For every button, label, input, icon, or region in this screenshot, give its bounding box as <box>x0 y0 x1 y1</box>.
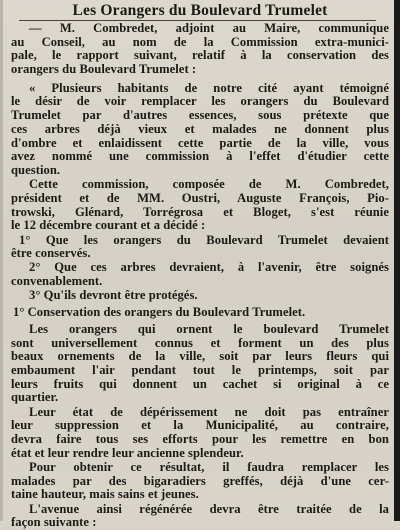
text-line: pale, le rapport suivant, relatif à la conservation des <box>11 48 389 63</box>
text-line: ces arbres déjà vieux et malades ne donnent plus <box>11 121 389 136</box>
article-body <box>3 22 395 530</box>
text-line: quartier. <box>11 390 59 405</box>
text-line: malades par des bigaradiers greffés, déjà d'une cer- <box>11 473 389 488</box>
text-line: le 12 décembre courant et a décidé : <box>11 218 206 233</box>
text-line: état et leur rendre leur ancienne splendeur. <box>11 445 244 460</box>
text-line: convenablement. <box>11 274 103 289</box>
text-line: orangers du Boulevard Trumelet : <box>11 62 197 77</box>
text-line: Leur état de dépérissement ne doit pas entraîner <box>29 404 389 419</box>
text-line: leurs fruits qui donnent un cachet si original à ce <box>11 376 389 391</box>
text-line: le désir de voir remplacer les orangers du Boulevard <box>11 94 389 109</box>
text-line: Cette commission, composée de M. Combredet, <box>29 177 389 192</box>
text-line: Trumelet par d'autres essences, sous prétexte que <box>11 108 389 123</box>
text-line: 1° Conservation des orangers du Boulevard Trumelet. <box>13 305 306 320</box>
text-line: trowski, Glénard, Torrégrosa et Bloget, s'est réunie <box>11 204 389 219</box>
text-line: sont universellement connus et forment un des plus <box>11 335 389 350</box>
text-line: être conservés. <box>11 246 91 261</box>
text-line: 2° Que ces arbres devraient, à l'avenir, être soignés <box>29 260 389 275</box>
text-line: leur suppression et la Municipalité, au contraire, <box>11 418 389 433</box>
text-line: président et de MM. Oustri, Auguste François, Pio- <box>11 190 389 205</box>
article-title: Les Orangers du Boulevard Trumelet <box>72 2 328 19</box>
text-line: question. <box>11 162 61 177</box>
text-line: embaument l'air pendant tout le printemps, soit par <box>11 362 389 377</box>
text-line: L'avenue ainsi régénérée devra être traitée de la <box>29 501 389 516</box>
text-line: « Plusieurs habitants de notre cité ayant témoigné <box>29 80 389 95</box>
text-line: d'ombre et enlaidissent cette partie de la ville, vous <box>11 135 389 150</box>
text-line: devra faire tous ses efforts pour les remettre en bon <box>11 431 389 446</box>
text-line: Les orangers qui ornent le boulevard Trumelet <box>29 321 389 336</box>
text-line: 3° Qu'ils devront être protégés. <box>29 288 198 303</box>
text-line: avez nommé une commission à l'effet d'étudier cette <box>11 149 389 164</box>
text-line: — M. Combredet, adjoint au Maire, communique <box>29 21 389 35</box>
text-line: 1° Que les orangers du Boulevard Trumelet devaient <box>19 232 389 247</box>
text-line: au Conseil, au nom de la Commission extra-munici- <box>11 34 389 49</box>
text-line: façon suivante : <box>11 515 97 530</box>
text-line: taine hauteur, mais sains et jeunes. <box>11 487 199 502</box>
text-line: Pour obtenir ce résultat, il faudra remplacer les <box>29 459 389 474</box>
text-line: beaux ornements de la ville, soit par leurs fleurs qui <box>11 349 389 364</box>
